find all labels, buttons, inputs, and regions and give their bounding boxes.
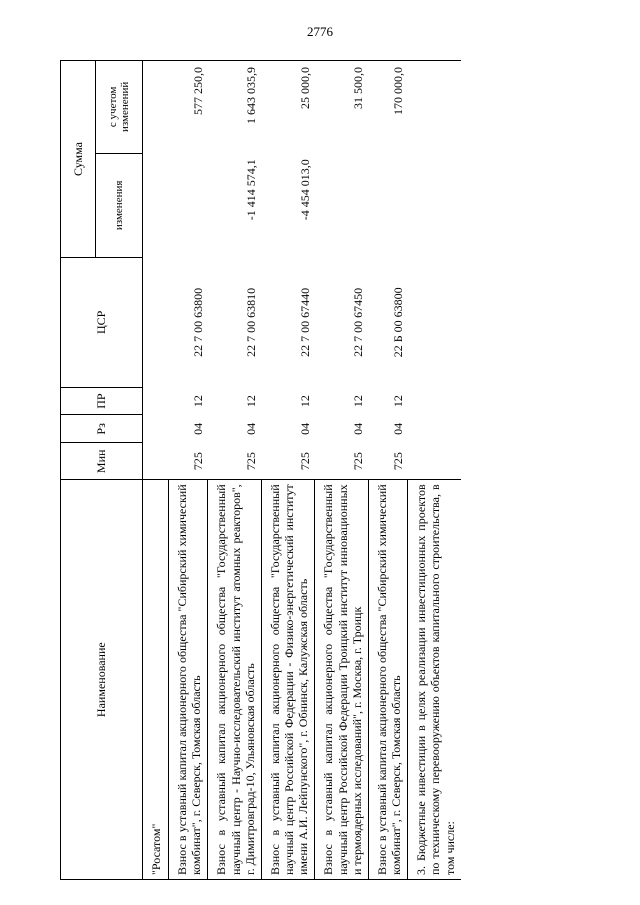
budget-table-rotated (60, 60, 580, 880)
row-pr: 12 (190, 395, 205, 408)
row-name: "Росатом" (143, 480, 169, 880)
row-total: 1 643 035,9 (208, 61, 261, 154)
table-row-continuation (143, 61, 169, 880)
table-row (315, 61, 368, 880)
row-min (408, 443, 461, 480)
header-pr: ПР (61, 387, 143, 415)
row-pr: 12 (297, 395, 312, 408)
row-name: 3. Бюджетные инвестиции в целях реализации инвестиционных проектов по техническому перевооружению объектов капитального строительства, в том числе: (408, 480, 461, 880)
row-rz: 04 (244, 422, 259, 435)
row-csr: 22 7 00 63810 (244, 287, 259, 357)
row-changes: -4 454 013,0 (297, 159, 312, 221)
row-csr: 22 7 00 67440 (297, 287, 312, 357)
row-total (408, 61, 461, 154)
header-name: Наименование (61, 480, 143, 880)
row-min: 725 (390, 452, 405, 471)
row-changes (169, 153, 208, 257)
row-min: 725 (297, 452, 312, 471)
row-changes (315, 153, 368, 257)
budget-table (60, 60, 461, 880)
table-header (61, 61, 143, 880)
row-csr: 22 7 00 63800 (190, 287, 205, 357)
row-changes (368, 153, 407, 257)
row-total: 31 500,0 (315, 61, 368, 154)
header-rz: Рз (61, 415, 143, 443)
table-row (169, 61, 208, 880)
row-rz (408, 415, 461, 443)
header-changes: изменения (96, 153, 143, 257)
header-min: Мин (61, 443, 143, 480)
row-total: 170 000,0 (368, 61, 407, 154)
row-csr: 22 7 00 67450 (351, 287, 366, 357)
table-row (261, 61, 314, 880)
page-number: 2776 (307, 24, 333, 39)
row-rz: 04 (351, 422, 366, 435)
row-name: Взнос в уставный капитал акционерного общества "Сибирский химический комбинат", г. Северск, Томская область (368, 480, 407, 880)
header-csr: ЦСР (61, 257, 143, 387)
row-name: Взнос в уставный капитал акционерного общества "Государственный научный центр - Научно-исследовательский институт атомных реакторов", г. Димитровград-10, Ульяновская область (208, 480, 261, 880)
row-csr: 22 Б 00 63800 (390, 287, 405, 358)
table-row (208, 61, 261, 880)
row-name: Взнос в уставный капитал акционерного общества "Государственный научный центр Российской Федерации - Физико-энергетический институт имени А.И. Лейпунского", г. Обнинск, Калужская область (261, 480, 314, 880)
row-pr: 12 (390, 395, 405, 408)
header-sum: Сумма (61, 61, 96, 258)
table-row (408, 61, 461, 880)
row-min: 725 (190, 452, 205, 471)
header-with-changes: с учетом изменений (96, 61, 143, 154)
row-pr (408, 387, 461, 415)
row-rz: 04 (390, 422, 405, 435)
row-pr: 12 (351, 395, 366, 408)
row-min: 725 (244, 452, 259, 471)
row-csr (408, 257, 461, 387)
row-min: 725 (351, 452, 366, 471)
row-pr: 12 (244, 395, 259, 408)
row-total: 25 000,0 (261, 61, 314, 154)
row-changes: -1 414 574,1 (244, 159, 259, 221)
row-name: Взнос в уставный капитал акционерного общества "Сибирский химический комбинат", г. Северск, Томская область (169, 480, 208, 880)
row-rz: 04 (190, 422, 205, 435)
row-name: Взнос в уставный капитал акционерного общества "Государственный научный центр Российской Федерации Троицкий институт инновационных и термоядерных исследований", г. Москва, г. Троицк (315, 480, 368, 880)
table-row (368, 61, 407, 880)
row-changes (408, 153, 461, 257)
row-rz: 04 (297, 422, 312, 435)
row-total: 577 250,0 (169, 61, 208, 154)
